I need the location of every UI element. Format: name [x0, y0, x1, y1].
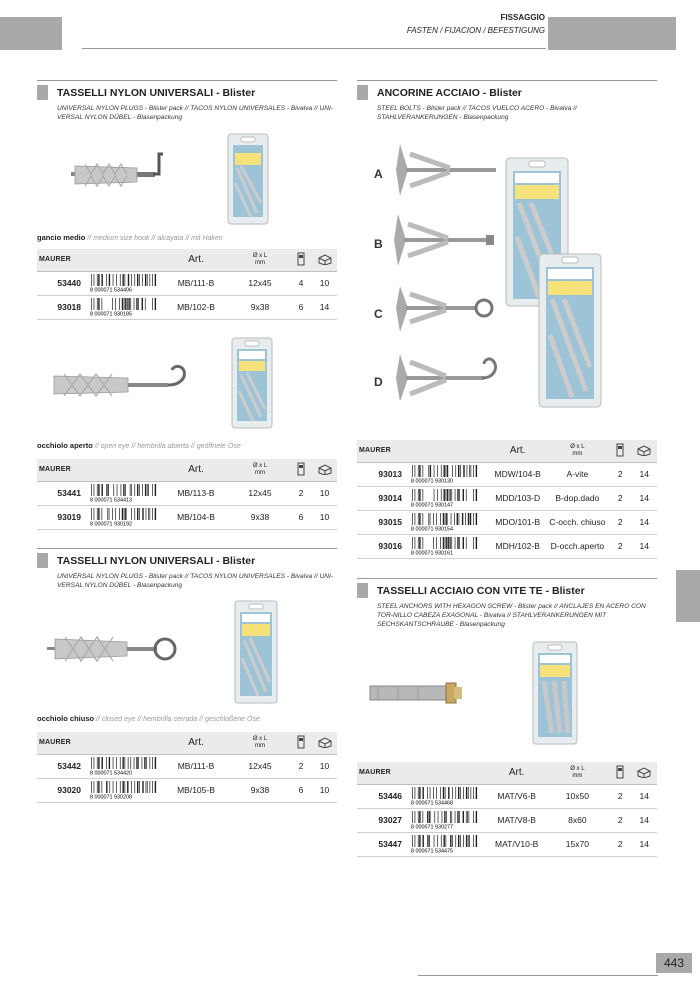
barcode-cell	[408, 486, 490, 510]
dimension-value: 9x38	[230, 295, 290, 319]
barcode-cell	[408, 784, 488, 808]
caption-medium-hook	[37, 233, 223, 242]
barcode-cell	[87, 778, 162, 802]
barcode-number: 8 000071 930130	[411, 478, 453, 483]
article-number: MB/105-B	[162, 778, 230, 802]
dimension-value: 12x45	[230, 754, 290, 778]
dimension-header: Ø x L mm	[230, 459, 290, 481]
dimension-header: Ø x L mm	[230, 249, 290, 271]
box-quantity: 10	[312, 754, 337, 778]
article-number: MB/104-B	[162, 505, 230, 529]
dimension-value: 9x38	[230, 778, 290, 802]
brand-label: MAURER	[357, 440, 408, 462]
art-header: Art.	[162, 249, 230, 271]
table-row	[37, 481, 337, 505]
brand-label: MAURER	[37, 459, 87, 481]
table-acciaio	[357, 762, 657, 857]
barcode-cell	[408, 462, 490, 486]
article-number: MAT/V10-B	[488, 832, 546, 856]
barcode-cell	[408, 832, 488, 856]
label-b: B	[374, 237, 383, 251]
dimension-value: 15x70	[546, 832, 609, 856]
table-header	[37, 459, 337, 481]
open-eye-plug-image	[48, 362, 193, 402]
section-title: TASSELLI NYLON UNIVERSALI - Blister	[57, 87, 256, 99]
article-number: MDW/104-B	[490, 462, 546, 486]
barcode-number: 8 000071 930208	[90, 794, 132, 799]
product-code: 93014	[357, 486, 408, 510]
barcode-icon	[410, 811, 478, 829]
page-number: 443	[656, 953, 692, 973]
section-description: STEEL ANCHORS WITH HEXAGON SCREW - Blister pack // ANCLAJES EN ACERO CON TOR-NILLO CABEZA EXAGONAL - Bivalva // STAHLVERANKERUNGEN MIT SECHSKANTSCHRAUBE - Blasenpackung	[377, 603, 646, 628]
article-number: MDD/103-D	[490, 486, 546, 510]
pack-quantity: 2	[609, 462, 631, 486]
corner-block-left	[0, 17, 62, 50]
table-chiuso	[37, 732, 337, 803]
section-marker	[37, 85, 48, 100]
table-row	[37, 505, 337, 529]
product-code: 53447	[357, 832, 408, 856]
blister-pack-image	[231, 337, 273, 429]
pack-qty-icon	[290, 249, 312, 271]
article-number: MB/113-B	[162, 481, 230, 505]
table-row	[357, 784, 657, 808]
box-quantity: 14	[631, 510, 657, 534]
pack-quantity: 2	[290, 481, 312, 505]
art-header: Art.	[488, 762, 546, 784]
section-description: STEEL BOLTS - Blister pack // TACOS VUELCO ACERO - Bivalva // STAHLVERANKERUNGEN - Blasenpackung	[377, 105, 577, 121]
table-gancio	[37, 249, 337, 320]
table-header	[37, 249, 337, 271]
article-number: MAT/V8-B	[488, 808, 546, 832]
medium-hook-plug-image	[65, 150, 170, 195]
steel-anchor-hex-screw-image	[368, 678, 468, 708]
side-tab	[676, 570, 700, 622]
barcode-number: 8 000071 930277	[411, 824, 453, 829]
barcode-icon	[89, 508, 157, 526]
dimension-value: D-occh.aperto	[546, 534, 609, 558]
caption-sub: // medium size hook // alcayata // mit Haken	[85, 235, 223, 242]
pack-quantity: 2	[609, 808, 631, 832]
box-qty-icon	[631, 440, 657, 462]
barcode-cell	[87, 295, 162, 319]
barcode-number: 8 000071 930147	[411, 502, 453, 507]
pack-quantity: 2	[609, 534, 631, 558]
caption-bold: occhiolo aperto	[37, 441, 93, 450]
barcode-icon	[410, 489, 478, 507]
corner-block-right	[548, 17, 676, 50]
box-quantity: 14	[312, 295, 337, 319]
dimension-value: 12x45	[230, 271, 290, 295]
dimension-header: Ø x L mm	[230, 732, 290, 754]
product-code: 53446	[357, 784, 408, 808]
label-d: D	[374, 375, 383, 389]
barcode-number: 8 000071 534420	[90, 770, 132, 775]
table-header	[357, 440, 657, 462]
box-quantity: 10	[312, 505, 337, 529]
table-row	[357, 808, 657, 832]
table-header	[37, 732, 337, 754]
product-code: 53440	[37, 271, 87, 295]
product-code: 53442	[37, 754, 87, 778]
pack-quantity: 2	[609, 784, 631, 808]
table-row	[357, 510, 657, 534]
section-acciaio-vite	[357, 578, 657, 628]
caption-bold: occhiolo chiuso	[37, 714, 95, 723]
dimension-value: 12x45	[230, 481, 290, 505]
article-number: MAT/V6-B	[488, 784, 546, 808]
barcode-cell	[87, 481, 162, 505]
section-marker	[37, 553, 48, 568]
barcode-cell	[408, 534, 490, 558]
barcode-number: 8 000071 930192	[90, 521, 132, 526]
pack-qty-icon	[290, 459, 312, 481]
section-nylon-2	[37, 548, 337, 589]
product-code: 93013	[357, 462, 408, 486]
dimension-value: 8x60	[546, 808, 609, 832]
box-quantity: 14	[631, 534, 657, 558]
article-number: MB/111-B	[162, 754, 230, 778]
dimension-value: B-dop.dado	[546, 486, 609, 510]
blister-pack-image	[234, 600, 278, 704]
caption-bold: gancio medio	[37, 233, 86, 242]
pack-quantity: 6	[290, 505, 312, 529]
barcode-number: 8 000071 930154	[411, 526, 453, 531]
section-title: ANCORINE ACCIAIO - Blister	[377, 87, 522, 99]
table-row	[357, 534, 657, 558]
pack-quantity: 2	[290, 754, 312, 778]
barcode-icon	[410, 537, 478, 555]
table-row	[357, 486, 657, 510]
table-row	[37, 295, 337, 319]
barcode-icon	[89, 484, 157, 502]
blister-pack-image	[538, 253, 602, 408]
box-qty-icon	[631, 762, 657, 784]
table-row	[37, 271, 337, 295]
barcode-number: 8 000071 534406	[90, 287, 132, 292]
product-code: 93015	[357, 510, 408, 534]
product-code: 93019	[37, 505, 87, 529]
label-c: C	[374, 307, 383, 321]
barcode-cell	[408, 510, 490, 534]
product-code: 53441	[37, 481, 87, 505]
box-quantity: 14	[631, 808, 657, 832]
pack-qty-icon	[609, 762, 631, 784]
caption-open-eye	[37, 441, 241, 450]
product-code: 93020	[37, 778, 87, 802]
section-nylon-1	[37, 80, 337, 121]
art-header: Art.	[162, 732, 230, 754]
box-quantity: 10	[312, 271, 337, 295]
box-quantity: 14	[631, 486, 657, 510]
caption-sub: // open eye // hembrilla abierta // geöffnete Öse	[92, 443, 241, 450]
pack-quantity: 2	[609, 486, 631, 510]
barcode-icon	[89, 781, 157, 799]
barcode-cell	[408, 808, 488, 832]
header-title: FISSAGGIO	[500, 13, 545, 22]
box-qty-icon	[312, 249, 337, 271]
article-number: MDO/101-B	[490, 510, 546, 534]
table-row	[357, 462, 657, 486]
caption-sub: // closed eye // hembrilla cerrada // geschloßene Öse	[94, 716, 260, 723]
pack-quantity: 6	[290, 778, 312, 802]
article-number: MB/102-B	[162, 295, 230, 319]
article-number: MB/111-B	[162, 271, 230, 295]
barcode-icon	[89, 274, 157, 292]
barcode-icon	[410, 787, 478, 805]
closed-eye-plug-image	[45, 625, 185, 670]
table-row	[37, 778, 337, 802]
barcode-cell	[87, 754, 162, 778]
dimension-value: C-occh. chiuso	[546, 510, 609, 534]
header-rule	[82, 48, 546, 49]
box-quantity: 14	[631, 832, 657, 856]
dimension-header: Ø x L mm	[546, 440, 609, 462]
dimension-value: 9x38	[230, 505, 290, 529]
blister-pack-image	[532, 641, 578, 745]
box-quantity: 10	[312, 778, 337, 802]
box-qty-icon	[312, 732, 337, 754]
footer-rule	[418, 975, 658, 976]
article-number: MDH/102-B	[490, 534, 546, 558]
caption-closed-eye	[37, 714, 260, 723]
barcode-number: 8 000071 534413	[90, 497, 132, 502]
barcode-number: 8 000071 930185	[90, 311, 132, 316]
barcode-cell	[87, 505, 162, 529]
pack-quantity: 6	[290, 295, 312, 319]
barcode-icon	[410, 465, 478, 483]
blister-pack-image	[227, 133, 269, 225]
section-marker	[357, 85, 368, 100]
dimension-value: A-vite	[546, 462, 609, 486]
barcode-number: 8 000071 930161	[411, 550, 453, 555]
product-code: 93018	[37, 295, 87, 319]
product-code: 93016	[357, 534, 408, 558]
box-quantity: 10	[312, 481, 337, 505]
section-description: UNIVERSAL NYLON PLUGS - Blister pack // TACOS NYLON UNIVERSALES - Bivalva // UNI-VERSAL NYLON DÜBEL - Blasenpackung	[57, 105, 334, 121]
table-header	[357, 762, 657, 784]
pack-qty-icon	[609, 440, 631, 462]
table-row	[37, 754, 337, 778]
box-qty-icon	[312, 459, 337, 481]
table-aperto	[37, 459, 337, 530]
box-quantity: 14	[631, 784, 657, 808]
barcode-number: 8 000071 534475	[411, 848, 453, 853]
art-header: Art.	[162, 459, 230, 481]
barcode-cell	[87, 271, 162, 295]
section-ancorine	[357, 80, 657, 121]
label-a: A	[374, 167, 383, 181]
pack-quantity: 4	[290, 271, 312, 295]
product-code: 93027	[357, 808, 408, 832]
barcode-icon	[410, 513, 478, 531]
pack-quantity: 2	[609, 832, 631, 856]
barcode-icon	[410, 835, 478, 853]
header-subtitle: FASTEN / FIJACION / BEFESTIGUNG	[406, 26, 545, 35]
section-title: TASSELLI NYLON UNIVERSALI - Blister	[57, 555, 256, 567]
pack-qty-icon	[290, 732, 312, 754]
barcode-number: 8 000071 534468	[411, 800, 453, 805]
steel-bolts-illustration	[370, 140, 510, 400]
barcode-icon	[89, 757, 157, 775]
barcode-icon	[89, 298, 157, 316]
brand-label: MAURER	[37, 249, 87, 271]
art-header: Art.	[490, 440, 546, 462]
brand-label: MAURER	[357, 762, 408, 784]
section-marker	[357, 583, 368, 598]
table-row	[357, 832, 657, 856]
dimension-header: Ø x L mm	[546, 762, 609, 784]
dimension-value: 10x50	[546, 784, 609, 808]
section-description: UNIVERSAL NYLON PLUGS - Blister pack // TACOS NYLON UNIVERSALES - Bivalva // UNI-VERSAL NYLON DÜBEL - Blasenpackung	[57, 573, 334, 589]
section-title: TASSELLI ACCIAIO CON VITE TE - Blister	[377, 585, 585, 597]
brand-label: MAURER	[37, 732, 87, 754]
box-quantity: 14	[631, 462, 657, 486]
table-ancorine	[357, 440, 657, 559]
pack-quantity: 2	[609, 510, 631, 534]
